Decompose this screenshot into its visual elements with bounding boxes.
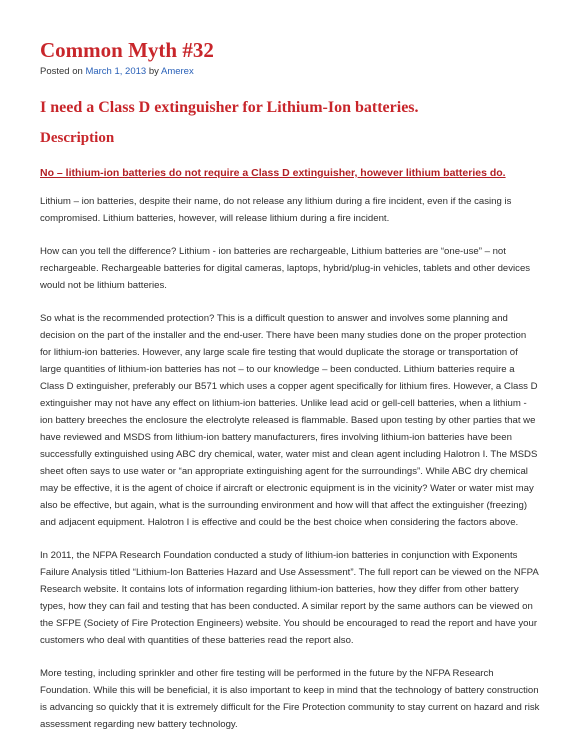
myth-statement: I need a Class D extinguisher for Lithium-Ion batteries. bbox=[40, 99, 419, 116]
paragraph-4: In 2011, the NFPA Research Foundation conducted a study of lithium-ion batteries in conjunction with Exponents Failure Analysis titled “Lithium-Ion Batteries Hazard and Use Assessment”. The full report can be viewed on the NFPA Research website. It contains lots of information regarding lithium-ion batteries, how they differ from other battery types, how they can fail and testing that has been conducted. A similar report by the same authors can be viewed on the SFPE (Society of Fire Protection Engineers) website. You should be encouraged to read the report and have your customers who deal with quantities of these batteries read the report also. bbox=[40, 550, 539, 646]
paragraph-1: Lithium – ion batteries, despite their name, do not release any lithium during a fire incident, even if the casing is compromised. Lithium batteries, however, will release lithium during a fire incident. bbox=[40, 196, 512, 224]
post-meta bbox=[40, 66, 540, 77]
post-title: Common Myth #32 bbox=[40, 38, 214, 62]
post-date-link[interactable]: March 1, 2013 bbox=[85, 66, 147, 77]
paragraph-5: More testing, including sprinkler and other fire testing will be performed in the future by the NFPA Research Foundation. While this will be beneficial, it is also important to keep in mind that the technology of battery construction is advancing so quickly that it is extremely difficult for the Fire Protection community to stay current on hazard and risk assessment regarding new battery technology. bbox=[40, 668, 540, 730]
paragraph-3: So what is the recommended protection? This is a difficult question to answer and involves some planning and decision on the part of the installer and the end-user. There have been many studies done on the proper protection for lithium-ion batteries. However, any large scale fire testing that would duplicate the storage or transportation of large quantities of lithium-ion batteries has not – to our knowledge – been conducted. Lithium batteries require a Class D extinguisher, preferably our B571 which uses a copper agent specifically for lithium fires. However, a Class D extinguisher may not have any effect on lithium-ion batteries. Unlike lead acid or gell-cell batteries, when a lithium - ion battery breeches the enclosure the electrolyte released is flammable. Based upon testing by other parties that we have reviewed and MSDS from lithium-ion battery manufacturers, fires involving lithium-ion batteries have been successfully extinguished using ABC dry chemical, water, water mist and clean agent including Halotron I. The MSDS sheet often says to use water or “an appropriate extinguishing agent for the surroundings”. While ABC dry chemical may be effective, it is the agent of choice if aircraft or electronic equipment is in the vicinity? Water or water mist may also be effective, but again, what is the surrounding environment and how will that affect the extinguisher (freezing) and adjacent equipment. Halotron I is effective and could be the best choice when considering the factors above. bbox=[40, 313, 538, 528]
answer-headline: No – lithium-ion batteries do not require a Class D extinguisher, however lithium batteries do. bbox=[40, 167, 506, 179]
paragraph-2: How can you tell the difference? Lithium - ion batteries are rechargeable, Lithium batteries are “one-use” – not rechargeable. Rechargeable batteries for digital cameras, laptops, hybrid/plug-in vehicles, tablets and other devices would not be lithium batteries. bbox=[40, 246, 531, 291]
by-label: by bbox=[148, 66, 159, 77]
description-heading: Description bbox=[40, 130, 115, 146]
posted-on-label: Posted on bbox=[40, 66, 83, 77]
author-link[interactable]: Amerex bbox=[160, 66, 194, 77]
